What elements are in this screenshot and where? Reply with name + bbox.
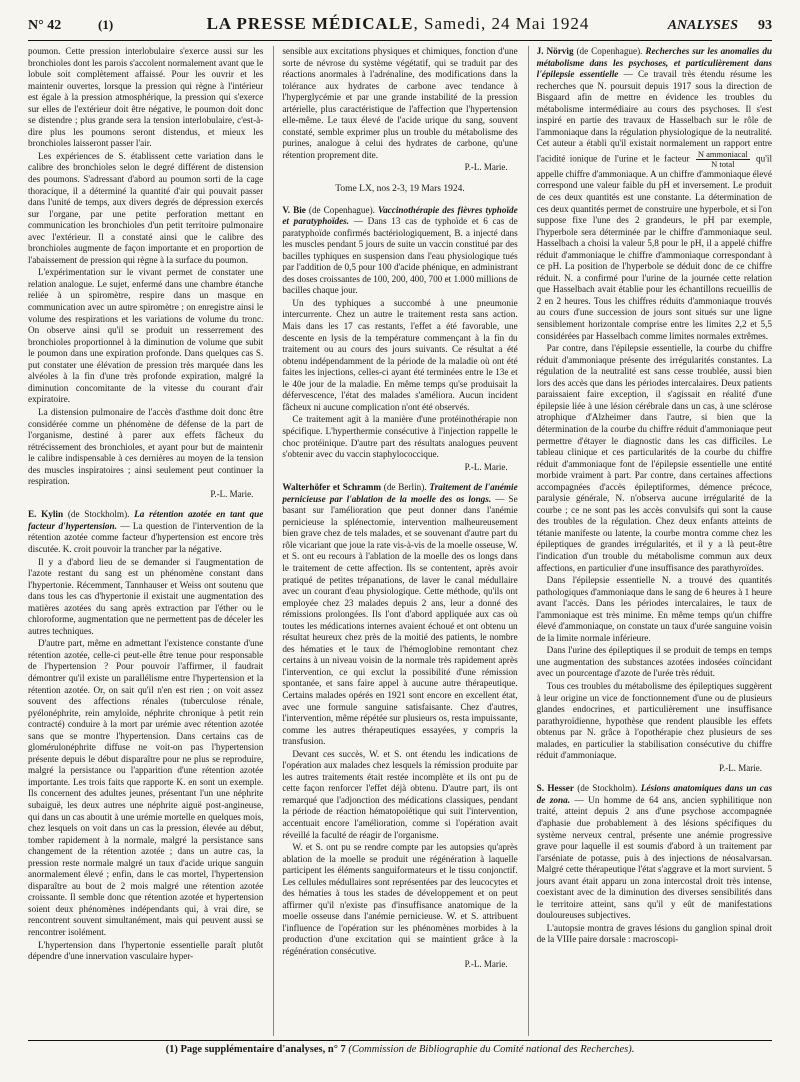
author-place: (de Stockholm). [577,783,638,794]
author-name: E. Kylin [28,509,64,520]
paragraph: sensible aux excitations physiques et chimiques, fonction d'une sorte de névrose du système végétatif, qui se traduit par des réactions anormales à l'adrénaline, des modifications dans la tolérance aux hydrates de carbone avec tendance à l'hyperglycémie et par une grande instabilité de la pression artérielle, plus caractéristique de l'affection que l'hypertension elle-même. Le taux élevé de l'acide urique du sang, souvent constaté, semble exprimer plus un trouble du métabolisme des purines, analogue à celui des hydrates de carbone, qu'une rétention proprement dite. [282,46,518,160]
paragraph: — Se basant sur l'amélioration que peut donner dans l'anémie pernicieuse la splénectomie, intervention malheureusement bien grave chez de tels malades, et se souvenant d'autre part du rôle vicariant que joue la rate vis-à-vis de la moelle osseuse, W. et S. ont eu recours à l'ablation de la moelle des os longs dans le traitement de cette affection. Ils se contentent, après avoir pratiqué de petites trépanations, de laver le canal médullaire avec un courant d'eau physiologique. Cette méthode, qu'ils ont employée chez 23 malades depuis 2 ans, leur a donné des rémissions prolongées. Ils l'ont d'abord appliquée aux cas où toutes les médications internes avaient échoué et ont obtenu un résultat heureux chez près de la moitié des patients, le nombre des hématies et le taux de l'hémoglobine remontant chez certains à un niveau voisin de la normale très rapidement après l'intervention, ce qui exclut la possibilité d'une rémission spontanée, et sans faire appel à aucune autre thérapeutique. Certains malades opérés en 1921 sont encore en excellent état, avec une formule sanguine satisfaisante. Chez d'autres, l'intervention, même répétée sur plusieurs os, resta impuissante, comme les autres thérapeutiques essayées, y compris la transfusion. [282,493,518,747]
signature: P.-L. Marie. [210,488,254,499]
paragraph: Dans l'urine des épileptiques il se produit de temps en temps une augmentation des substances azotées indosées coïncidant avec un pourcentage d'azote de l'urée très réduit. [536,645,772,679]
abstract-walterhofer [282,482,517,748]
abstract-title: Lésions anatomiques dans un cas de zona. [536,783,772,805]
abstract-kylin [28,509,263,555]
abstract-norvig [537,46,772,342]
volume-heading: Tome LX, nos 2-3, 19 Mars 1924. [335,184,465,195]
paragraph: W. et S. ont pu se rendre compte par les autopsies qu'après ablation de la moelle se produit une régénération à laquelle participent les éléments sanguiformateurs et le tissu conjonctif. Les cellules médullaires sont représentées par des leucocytes et des hématies à tous les stades de développement et on peut affirmer qu'il n'existe pas d'insuffisance anatomique de la moelle osseuse dans l'anémie pernicieuse. W. et S. attribuent l'influence de l'opération sur les phénomènes morbides à la production d'une excitation qui se maintient grâce à la régénération consécutive. [282,842,518,957]
abstract-title: La rétention azotée en tant que facteur d'hypertension. [28,509,264,531]
paragraph: — La question de l'intervention de la rétention azotée comme facteur d'hypertension est encore très discutée. K. croit pouvoir la trancher par la négative. [28,520,264,554]
fraction-denominator: N total [711,158,735,169]
ammonia-fraction [696,150,750,169]
issue-date: Samedi, 24 Mai 1924 [424,14,590,33]
column-1 [28,46,263,1036]
paragraph: — Un homme de 64 ans, ancien syphilitique non traité, atteint depuis 2 ans d'une psychose accompagnée d'aphasie due probablement à des lésions spécifiques du système nerveux central, présente une anémie progressive grave pour laquelle il est soumis d'abord à un traitement par l'arséniate de potasse, puis à des injections de néosalvarsan. Malgré cette thérapeutique l'état s'aggrave et la mort survient. 5 jours avant était apparu un zona intercostal droit très intense, coexistant avec de la diminution des diverses sensibilités dans le territoire atteint, sans qu'il y eût de manifestations douloureuses subjectives. [536,794,772,921]
author-place: (de Stockholm). [67,509,130,520]
signature: P.-L. Marie. [718,762,762,773]
abstract-title: Traitement de l'anémie pernicieuse par l'ablation de la moelle des os longs. [282,482,518,504]
author-name: V. Bie [282,204,306,215]
fraction-numerator: N ammoniacal [697,148,748,159]
footnote-mark: (1) [98,17,114,32]
paragraph: Par contre, dans l'épilepsie essentielle, la courbe du chiffre réduit d'ammoniaque présente des irrégularités constantes. La régulation de la neutralité est sans cesse troublée, aussi bien lors des accès que dans les périodes intercalaires. Deux patients paraissaient faire exception, il s'agissait en réalité d'une épilepsie liée à une lésion cérébrale dans un cas, à une sclérose atrophique d'Alzheimer dans l'autre, si bien que la détermination de la courbe du chiffre réduit d'ammoniaque peut permettre d'étayer le diagnostic dans les cas difficiles. Le tableau clinique et ces particularités de la courbe du chiffre réduit d'ammoniaque font de l'épilepsie essentielle une entité morbide vraiment à part. Par contre, dans certaines affections accompagnées d'accès épileptiformes, démence précoce, paralysie générale, N. n'observa aucune irrégularité de la courbe ; ce ne sont pas les accès convulsifs qui sont la cause des troubles de la régulation. Chez deux enfants atteints de tétanie manifeste ou latente, la courbe montra comme chez les épileptiques de grandes irrégularités, et il y a là peut-être l'indication d'un trouble du métabolisme commun aux deux affections, en particulier d'une insuffisance des parathyroïdes. [536,343,772,573]
footer-rule [28,1040,772,1041]
issue-number: N° 42 [28,18,62,33]
abstract-hesser [537,783,772,922]
paragraph: La distension pulmonaire de l'accès d'asthme doit donc être considérée comme un phénomène de défense de la part de l'organisme, destiné à parer aux effets fâcheux du rétrécissement des bronchioles, et ayant pour but de maintenir le calibre indispensable à ces dernières au moyen de la tension des muscles inspiratoires ; ainsi seulement peut continuer la respiration. [28,406,264,487]
author-name: S. Hesser [536,783,574,794]
section-name: ANALYSES [667,18,738,33]
paragraph: qu'il appelle chiffre d'ammoniaque. A un chiffre d'ammoniaque élevé correspond une valeur faible du pH et inversement. Le produit de ces deux quantités est une constante. La détermination de ces deux quantités permet de construire une hyperbole, et si l'on suppose fixe l'une des 2 grandeurs, le pH par exemple, l'hyperbole sera déterminée par le chiffre d'ammoniaque seul. Hasselbach a choisi la valeur 5,8 pour le pH, il a appelé chiffre réduit d'ammoniaque le chiffre d'ammoniaque correspondant à ce pH. La position de l'hyperbole se déduit donc de ce chiffre réduit. N. a confirmé pour l'urine de la journée cette relation que Hasselbach avait établie pour les échantillons recueillis de 2 en 2 heures. Tous les chiffres réduits d'ammoniaque trouvés au cours d'une succession de jours sont situés sur une ligne sensiblement horizontale comprise entre les limites 2,2 et 5,5 considérées par Hasselbach comme limites normales extrêmes. [536,153,772,341]
page-number: 93 [758,18,772,33]
paragraph: L'hypertension dans l'hypertonie essentielle paraît plutôt dépendre d'une innervation vasculaire hyper- [28,939,264,962]
paragraph: Tous ces troubles du métabolisme des épileptiques suggèrent à leur origine un vice de fonctionnement d'une ou de plusieurs glandes endocrines, et particulièrement une insuffisance parathyroïdienne, hypothèse que rendent plausible les effets obtenus par N. grâce à l'opothérapie chez plusieurs de ses malades, en particulier la stabilisation consécutive du chiffre réduit d'ammoniaque. [536,680,772,761]
author-place: (de Copenhague). [308,204,375,215]
signature: P.-L. Marie. [464,461,508,472]
article-columns [28,46,772,1036]
abstract-bie [282,205,517,297]
paragraph: L'expérimentation sur le vivant permet de constater une relation analogue. Le sujet, enfermé dans une chambre étanche reliée à un spiromètre, respire dans un masque en communication avec un autre spiromètre ; on enregistre ainsi le volume des respirations et les variations de volume du tronc. On observe ainsi qu'il se produit un resserrement des bronchioles proportionnel à la diminution de volume que subit le poumon dans une expiration profonde. Dans quelques cas S. put constater une élévation de pression très marquée dans les alvéoles à la fin d'une très profonde expiration, malgré la diminution concomitante de la vitesse du courant d'air expiratoire. [28,267,264,405]
paragraph: D'autre part, même en admettant l'existence constante d'une rétention azotée, celle-ci peut-elle être tenue pour responsable de l'hypertension ? Pour pouvoir l'affirmer, il faudrait démontrer qu'il existe un parallélisme entre l'hypertension et la rétention azotée. Or, on sait qu'il n'en est rien ; on voit assez souvent des affections rénales (tuberculose rénale, pyélonéphrite, rein amyloïde, néphrite chronique à petit rein contracté) conduire à la mort par urémie avec rétention azotée sans que se montre l'hypertension. Dans certains cas de glomérulonéphrite diffuse ne voit-on pas l'hypertension présente depuis le début disparaître pour ne plus se reproduire, malgré la persistance ou l'apparition d'une rétention azotée importante. Les trois faits que rapporte K. en sont un exemple. Ils concernent des adultes jeunes, présentant l'un une néphrite subaiguë, les deux autres une néphrite aiguë post-angineuse, qui dans un cas aboutit à une urémie mortelle en quelques mois, chez lesquels on voit dans un cas la pression, élevée au début, tomber rapidement à la normale, malgré la persistance sans changement de la rétention azotée ; dans un autre cas, la pression reste normale malgré un taux d'acide urique sanguin anormalement élevé ; enfin, dans le cas mortel, l'hypertension disparaître au bout de 2 mois malgré une rétention azotée croissante. Il semble donc que rétention azotée et hypertension soient deux phénomènes indépendants qui, à vrai dire, se rencontrent souvent simultanément, mais qui peuvent aussi se rencontrer isolément. [28,638,264,938]
paragraph: Un des typhiques a succombé à une pneumonie intercurrente. Chez un autre le traitement resta sans action. Mais dans les 17 cas restants, l'effet a été favorable, une descente en lysis de la température commençant à la fin du traitement ou au cours des jours suivants. Ce résultat a été obtenu indépendamment de la période de la maladie où ont été faites les injections, celles-ci ayant été terminées entre le 13e et le 40e jour de la maladie. En même temps qu'se produisait la défervescence, l'état des malades s'améliora. Aucun incident fâcheux ni aucune complication n'ont été observés. [282,297,518,412]
paragraph: Devant ces succès, W. et S. ont étendu les indications de l'opération aux malades chez lesquels la rémission produite par les autres traitements était restée incomplète et ils ont pu de cette façon renforcer l'effet déjà obtenu. D'autre part, ils ont remarqué que l'adjonction des médications classiques, pendant la période de réaction hématopoïétique qui suit l'intervention, accentuait encore l'amélioration, comme si l'opération avait réveillé la faculté de réagir de l'organisme. [282,748,518,840]
author-place: (de Copenhague). [576,46,643,56]
author-name: Walterhöfer et Schramm [282,482,382,493]
signature: P.-L. Marie. [464,958,508,969]
abstract-title: Recherches sur les anomalies du métabolisme dans les psychoses, et particulièrement dans l'épilepsie essentielle [536,46,772,80]
paragraph: poumon. Cette pression interlobulaire s'exerce aussi sur les bronchioles dont les parois s'accolent normalement avant que le lobule soit complètement affaissé. Pour les ouvrir et les maintenir ouvertes, lorsque la pression qui règne à l'intérieur est égale à la pression atmosphérique, la pression qui s'exerce sur elles de l'extérieur doit être négative, le poumon doit donc se distendre ; plus grande sera la tension interlobulaire, c'est-à-dire plus les poumons seront distendus, et mieux les bronchioles laisseront passer l'air. [28,46,264,149]
paragraph: — Dans 13 cas de typhoïde et 6 cas de paratyphoïde confirmés bactériologiquement, B. a injecté dans les muscles pendant 5 jours de suite un vaccin constitué par des bacilles typhiques en suspension dans l'eau physiologique tués par l'addition de 0,5 pour 100 d'acide phénique, en administrant des doses croissantes de 100, 200, 400, 700 et 1.000 millions de bacilles chaque jour. [282,216,518,296]
journal-title: LA PRESSE MÉDICALE, Samedi, 24 Mai 1924 [206,14,590,33]
author-name: J. Nörvig [536,46,574,56]
journal-name: LA PRESSE MÉDICALE [206,14,414,33]
paragraph: Ce traitement agit à la manière d'une protéinothérapie non spécifique. L'hyperthermie consécutive à l'injection rappelle le choc protéinique. D'autre part des résultats analogues peuvent s'obtenir avec du vaccin staphylococcique. [282,414,518,460]
page-header [28,14,772,40]
footer-lead: (1) Page supplémentaire d'analyses, n° 7 [165,1044,346,1055]
footer-note: (Commission de Bibliographie du Comité national des Recherches). [348,1044,635,1055]
signature: P.-L. Marie. [464,162,508,173]
paragraph: Dans l'épilepsie essentielle N. a trouvé des quantités pathologiques d'ammoniaque dans le sang de 6 heures à 1 heure avant l'accès. Dans les périodes intercalaires, le taux de l'ammoniaque est très minime. En même temps qu'un chiffre élevé d'ammoniaque, on constate un taux d'urée sanguine voisin de la limite normale inférieure. [536,575,772,643]
abstract-title: Vaccinothérapie des fièvres typhoïde et paratyphoïdes. [282,204,518,227]
paragraph: Il y a d'abord lieu de se demander si l'augmentation de l'azote restant du sang est un phénomène constant dans l'hypertonie. Récemment, Tannhauser et Weiss ont soutenu que dans tous les cas d'hypertonie il existait une augmentation des matières azotées du sang après extraction par l'éther ou le chloroforme, augmentation que ne permettent pas de déceler les autres techniques. [28,556,264,636]
header-rule [28,40,772,41]
paragraph: L'autopsie montra de graves lésions du ganglion spinal droit de la VIIIe paire dorsale : macroscopi- [536,922,772,945]
column-3 [528,46,772,1036]
paragraph: — Ce travail très étendu résume les recherches que N. poursuit depuis 1917 sous la direction de Bisgaard afin de mettre en évidence les troubles du métabolisme intermédiaire au cours des psychoses. Il s'est inspiré en partie des travaux de Hasselbach sur le rôle de l'ammoniaque dans la régulation physiologique de la neutralité. Cet auteur a établi qu'il existait normalement un rapport entre l'acidité ionique de l'urine et le facteur [536,69,772,164]
column-2 [273,46,517,1036]
author-place: (de Berlin). [383,482,427,493]
page-footer [28,1044,772,1055]
paragraph: Les expériences de S. établissent cette variation dans le calibre des bronchioles selon le degré différent de distension des poumons. S'adressant d'abord au poumon sorti de la cage thoracique, il a déterminé la quantité d'air qui pouvait passer dans l'unité de temps, aux divers degrés de dépression exercés sur l'organe, par une petite perforation mettant en communication les bronchioles d'un petit territoire pulmonaire avec l'extérieur. Il a constaté ainsi que le calibre des bronchioles augmente de façon importante et en proportion de l'abaissement de pression qui règne à la surface du poumon. [28,150,264,265]
